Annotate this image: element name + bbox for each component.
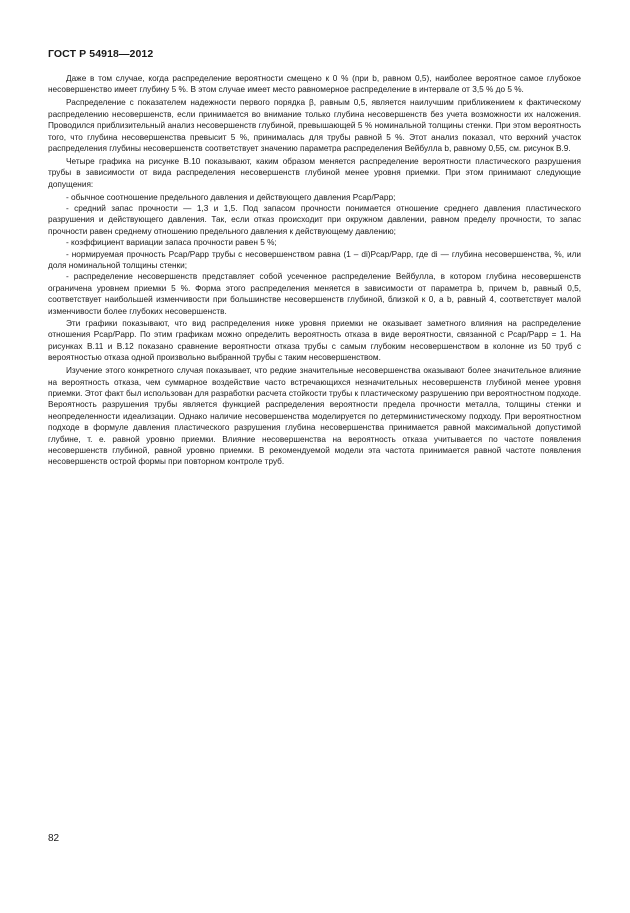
paragraph: Распределение с показателем надежности первого порядка β, равным 0,5, является наилучшим приближением к фактическому распределению несовершенств, если принимается во внимание только глубина несовершенств без учета возможности их наложения. Проводился приблизительный анализ несовершенств глубиной, превышающей 5 % номинальной толщины стенки. При этом вероятность того, что глубина несовершенства превысит 5 %, принималась для трубы равной 5 %. Этот анализ показал, что верхний участок распределения глубины несовершенств соответствует значению параметра распределения Вейбулла b, равному 0,55, см. рисунок В.9. bbox=[48, 98, 581, 153]
paragraph: Четыре графика на рисунке В.10 показывают, каким образом меняется распределение вероятности пластического разрушения трубы в зависимости от вида распределения несовершенств глубиной менее уровня приемки. При этом принимают следующие допущения: bbox=[48, 156, 581, 189]
list-item: - нормируемая прочность Pcap/Papp трубы с несовершенством равна (1 – di)Pcap/Papp, где di — глубина несовершенства, %, или доля номинальной толщины стенки; bbox=[48, 249, 581, 270]
paragraph: Эти графики показывают, что вид распределения ниже уровня приемки не оказывает заметного влияния на распределение отношения Pcap/Papp. По этим графикам можно определить вероятность отказа в виде вероятности, связанной с Pcap/Papp = 1. На рисунках В.11 и В.12 показано сравнение вероятности отказа трубы с самым глубоким несовершенством в колонне из 50 труб с вероятностью отказа одной произвольно выбранной трубы с таким несовершенством. bbox=[48, 319, 581, 363]
body-text bbox=[48, 73, 581, 469]
list-item: - обычное соотношение предельного давления и действующего давления Pcap/Papp; bbox=[66, 192, 396, 202]
page-number: 82 bbox=[48, 833, 60, 844]
paragraph: Изучение этого конкретного случая показывает, что редкие значительные несовершенства оказывают более значительное влияние на вероятность отказа, чем суммарное воздействие часто встречающихся незначительных несовершенств глубиной менее уровня приемки. Этот факт был использован для разработки расчета стойкости трубы к пластическому разрушению при вероятностном подходе. Вероятность разрушения трубы является функцией распределения вероятности предела прочности металла, толщины стенки и неопределенности идеализации. Однако наличие несовершенства моделируется по детерминистическому подходу. При вероятностном подходе в формуле давления пластического разрушения глубина несовершенства принимается равной максимальной допустимой глубине, т. е. равной уровню приемки. Влияние несовершенства на вероятность отказа учитывается по частоте появления несовершенств глубиной, равной уровню приемки. В рекомендуемой модели эта частота принимается равной частоте появления несовершенств острой формы при повторном контроле труб. bbox=[48, 366, 581, 467]
list-item: - коэффициент вариации запаса прочности равен 5 %; bbox=[66, 238, 277, 248]
list-item: - средний запас прочности — 1,3 и 1,5. Под запасом прочности понимается отношение среднего давления пластического разрушения и действующего давления. Так, если отказ происходит при окружном давлении, равном пределу прочности, то запас прочности равен среднему отношению предельного давления к действующему давлению; bbox=[48, 203, 581, 236]
list-item: - распределение несовершенств представляет собой усеченное распределение Вейбулла, в котором глубина несовершенств ограничена уровнем приемки 5 %. Форма этого распределения меняется в зависимости от параметра b, причем b, равный 0,5, соответствует наибольшей изменчивости при большинстве несовершенств глубиной, близкой к 0, а b, равный 4, соответствует малой изменчивости более глубоких несовершенств. bbox=[48, 272, 581, 316]
document-header: ГОСТ Р 54918—2012 bbox=[48, 48, 154, 60]
paragraph: Даже в том случае, когда распределение вероятности смещено к 0 % (при b, равном 0,5), наиболее вероятное самое глубокое несовершенство имеет глубину 5 %. В этом случае имеет место равномерное распределение в интервале от 3,5 % до 5 %. bbox=[48, 74, 581, 95]
